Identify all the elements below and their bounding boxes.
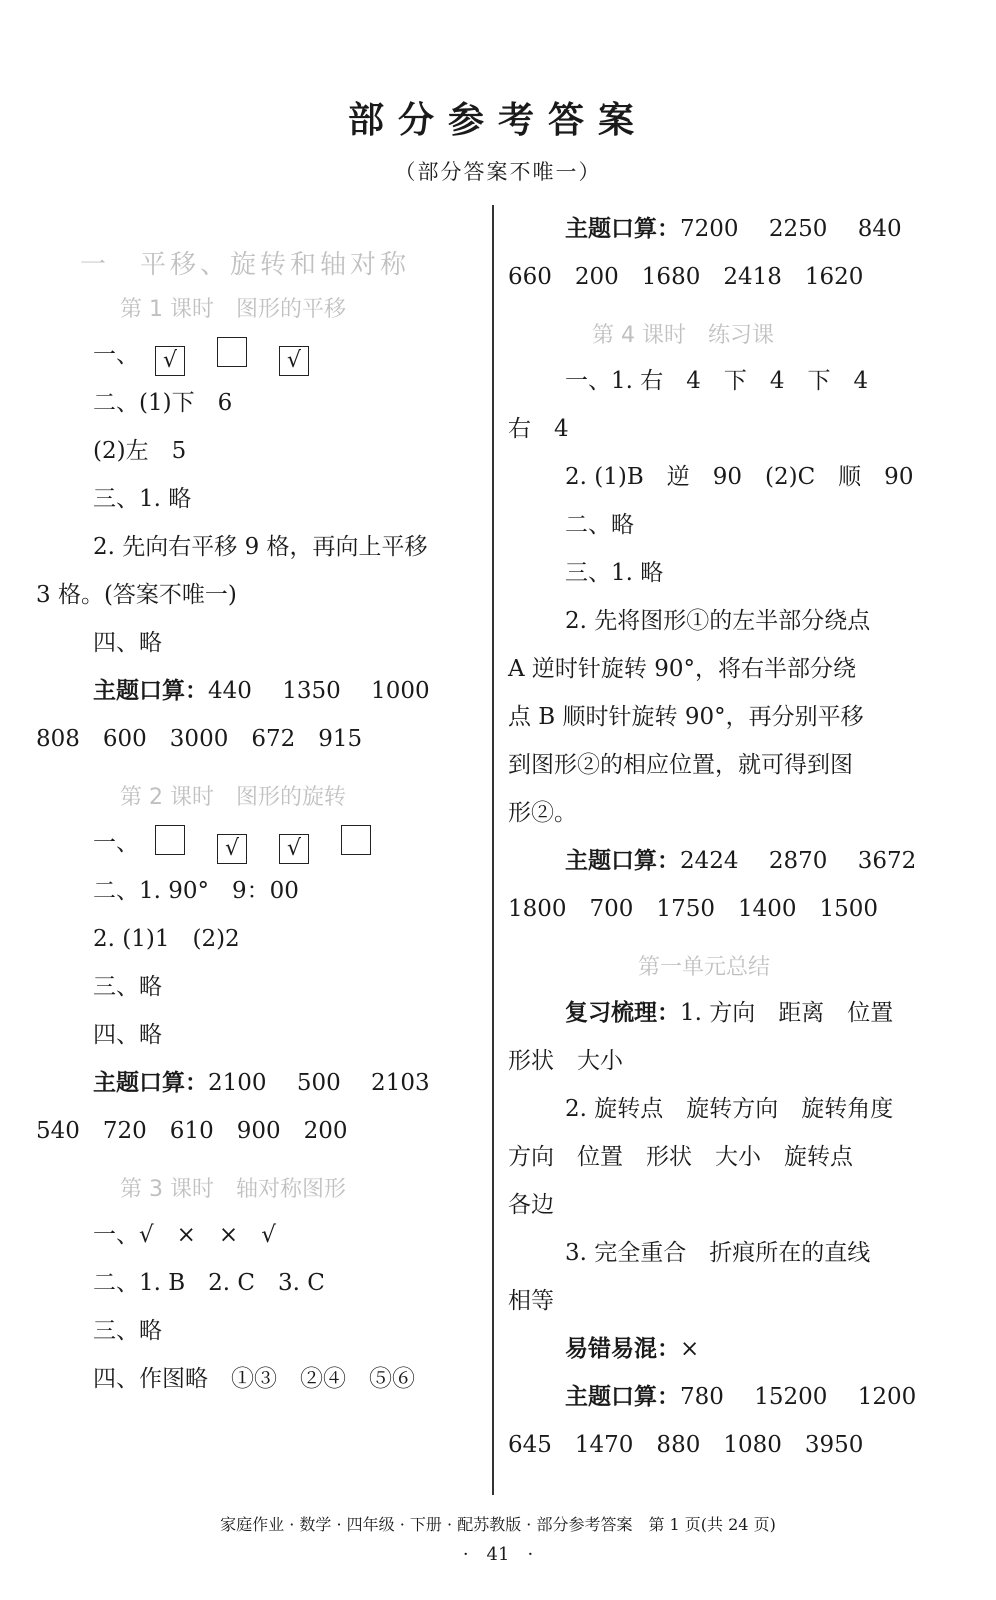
page-footer: 家庭作业 · 数学 · 四年级 · 下册 · 配苏教版 · 部分参考答案 第 1 页(共 24 页) (220, 1515, 776, 1534)
answer-box (341, 825, 371, 855)
r-oral1: 主题口算：7200 2250 840 (565, 216, 902, 242)
summary-oral: 主题口算：780 15200 1200 (565, 1384, 917, 1410)
answer-box (217, 337, 247, 367)
l2-q1: 一、 √ √ (36, 819, 476, 867)
summary-review: 复习梳理：1. 方向 距离 位置 (565, 1000, 894, 1026)
summary-review-e: 各边 (508, 1192, 554, 1218)
l4-oral-b: 1800 700 1750 1400 1500 (508, 896, 879, 922)
summary-review-f: 3. 完全重合 折痕所在的直线 (565, 1240, 871, 1266)
lesson-3-heading: 第 3 课时 轴对称图形 (120, 1177, 346, 1202)
l3-q3: 三、略 (93, 1318, 162, 1344)
l1-q3b: 2. 先向右平移 9 格，再向上平移 (93, 534, 428, 560)
l1-q1: 一、 √ √ (36, 331, 476, 379)
l2-oral-b: 540 720 610 900 200 (36, 1118, 348, 1144)
r-oral1-b: 660 200 1680 2418 1620 (508, 264, 864, 290)
lesson-4-heading: 第 4 课时 练习课 (592, 323, 774, 348)
l3-q1: 一、√ × × √ (93, 1222, 276, 1248)
answer-box: √ (279, 346, 309, 376)
l4-q1b: 右 4 (508, 416, 569, 442)
l4-q3a: 三、1. 略 (565, 560, 664, 586)
l4-q3f: 形②。 (508, 800, 577, 826)
l1-q3a: 三、1. 略 (93, 486, 192, 512)
l4-q2: 二、略 (565, 512, 634, 538)
l4-q3d: 点 B 顺时针旋转 90°，再分别平移 (508, 704, 864, 730)
summary-review-b: 形状 大小 (508, 1048, 623, 1074)
l1-q4: 四、略 (93, 630, 162, 656)
lesson-2-heading: 第 2 课时 图形的旋转 (120, 785, 346, 810)
column-divider (492, 205, 494, 1495)
l4-q1c: 2. (1)B 逆 90 (2)C 顺 90 (565, 464, 914, 490)
summary-errors: 易错易混：× (565, 1336, 700, 1362)
page-number: · 41 · (462, 1544, 534, 1565)
unit-heading: 一 平移、旋转和轴对称 (80, 250, 411, 280)
l2-q3: 三、略 (93, 974, 162, 1000)
l1-q3c: 3 格。(答案不唯一) (36, 582, 237, 608)
l1-q2b: (2)左 5 (93, 438, 187, 464)
l2-oral: 主题口算：2100 500 2103 (93, 1070, 430, 1096)
summary-heading: 第一单元总结 (638, 955, 771, 980)
l4-q3c: A 逆时针旋转 90°，将右半部分绕 (508, 656, 856, 682)
summary-review-g: 相等 (508, 1288, 554, 1314)
left-column (36, 205, 476, 1403)
l3-q4: 四、作图略 ①③ ②④ ⑤⑥ (93, 1366, 415, 1392)
l4-q1a: 一、1. 右 4 下 4 下 4 (565, 368, 869, 394)
answer-box: √ (279, 834, 309, 864)
l1-oral: 主题口算：440 1350 1000 (93, 678, 430, 704)
answer-box: √ (217, 834, 247, 864)
summary-review-d: 方向 位置 形状 大小 旋转点 (508, 1144, 853, 1170)
summary-review-c: 2. 旋转点 旋转方向 旋转角度 (565, 1096, 894, 1122)
l2-q2a: 二、1. 90° 9：00 (93, 878, 299, 904)
l2-q2b: 2. (1)1 (2)2 (93, 926, 240, 952)
right-column (508, 205, 963, 1469)
l4-oral: 主题口算：2424 2870 3672 (565, 848, 917, 874)
page-subtitle: （部分答案不唯一） (394, 160, 602, 184)
l1-q2a: 二、(1)下 6 (93, 390, 233, 416)
l2-q4: 四、略 (93, 1022, 162, 1048)
l1-oral-b: 808 600 3000 672 915 (36, 726, 363, 752)
answer-box: √ (155, 346, 185, 376)
answer-box (155, 825, 185, 855)
l3-q2: 二、1. B 2. C 3. C (93, 1270, 325, 1296)
l4-q3e: 到图形②的相应位置，就可得到图 (508, 752, 853, 778)
page-title: 部分参考答案 (347, 100, 648, 141)
l4-q3b: 2. 先将图形①的左半部分绕点 (565, 608, 871, 634)
summary-oral-b: 645 1470 880 1080 3950 (508, 1432, 864, 1458)
lesson-1-heading: 第 1 课时 图形的平移 (120, 297, 346, 322)
